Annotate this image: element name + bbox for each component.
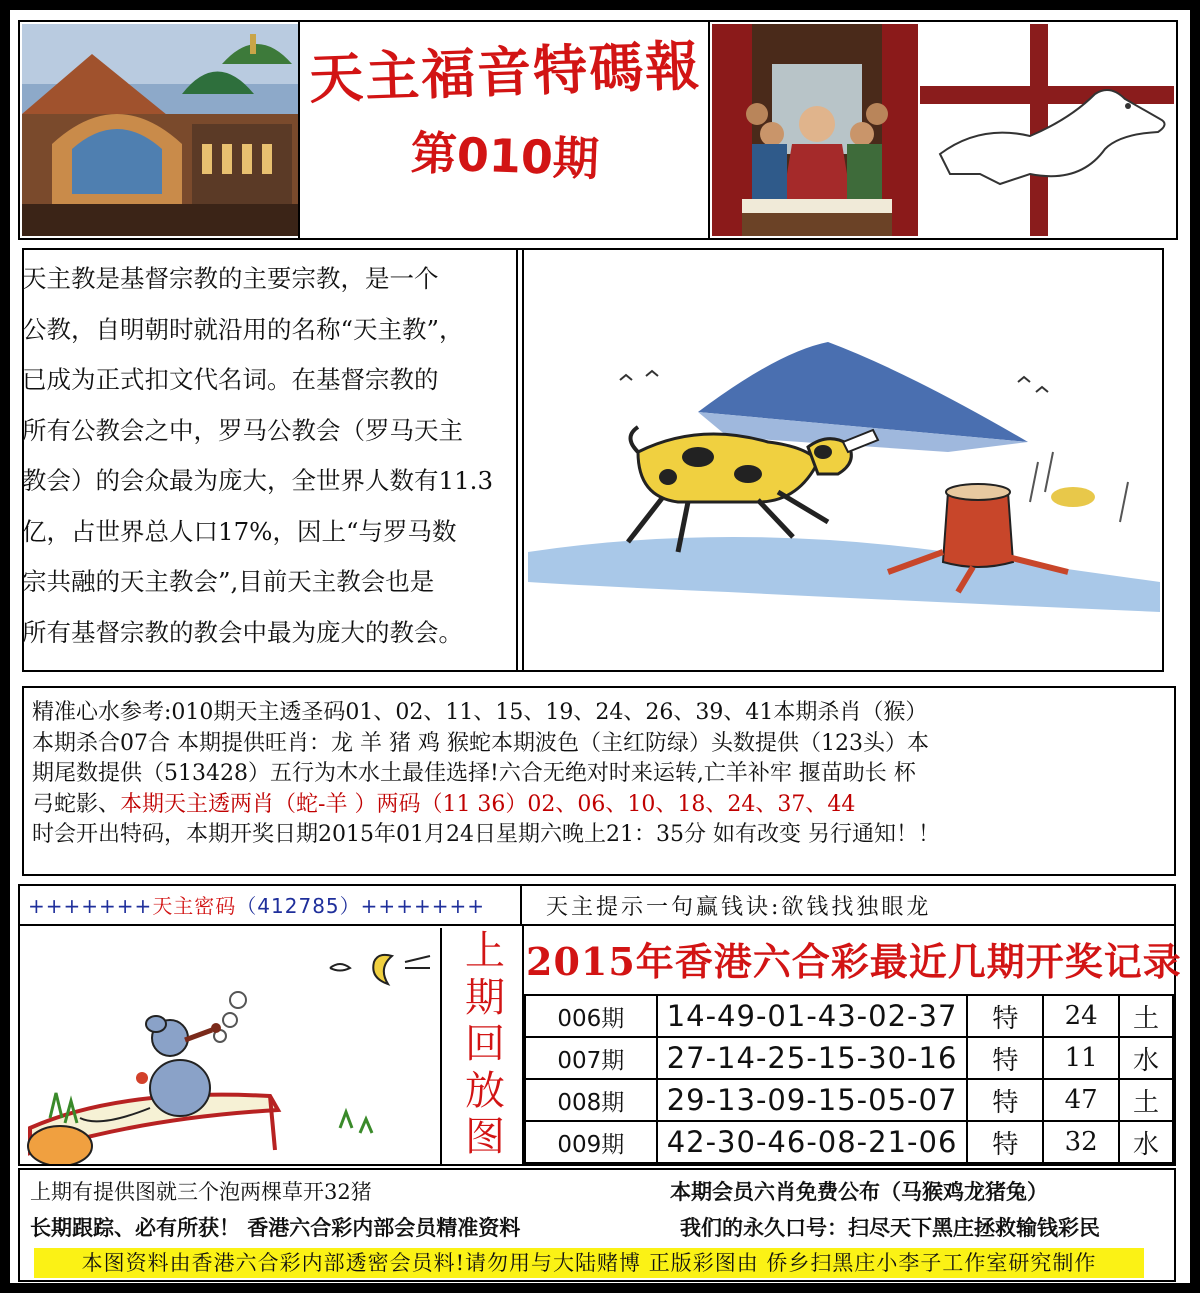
secret-code-bar [20,886,522,926]
special-number-cell: 47 [1043,1079,1119,1121]
intro-line: 教会）的会众最为庞大，全世界人数有11.3 [22,466,494,495]
newspaper-title: 天主福音特碼報 [308,34,703,111]
footer-banner: 本图资料由香港六合彩内部透密会员料!请勿用与大陆赌博 正版彩图由 侨乡扫黑庄小李子工作室研究制作 [34,1248,1144,1278]
reference-line: 时会开出特码，本期开奖日期2015年01月24日星期六晚上21：35分 如有改变 另行通知！！ [32,822,940,847]
table-row [525,995,1173,1037]
special-label-cell: 特 [967,1121,1043,1163]
numbers-cell: 14-49-01-43-02-37 [657,995,968,1037]
period-cell: 007期 [525,1037,657,1079]
footer-slogan: 我们的永久口号：扫尽天下黑庄拯救输钱彩民 [680,1215,1100,1240]
mouse-pipe-scene [20,928,440,1164]
reference-line: 精准心水参考:010期天主透圣码01、02、11、15、19、24、26、39、41本期杀肖（猴） [32,700,928,725]
element-cell: 水 [1119,1037,1173,1079]
numbers-cell: 29-13-09-15-05-07 [657,1079,968,1121]
code-label: 天主密码 [152,894,237,918]
table-row [525,1079,1173,1121]
reference-line [32,790,1174,821]
intro-line: 所有基督宗教的教会中最为庞大的教会。 [22,617,463,647]
intro-line: 已成为正式扣文代名词。在基督宗教的 [22,365,439,394]
last-review-char: 回 [465,1021,505,1067]
intro-text [16,250,508,670]
reference-text [24,692,1174,877]
last-review-char: 放 [465,1067,505,1114]
table-row [525,1121,1173,1163]
intro-line: 宗共融的天主教会”,目前天主教会也是 [22,567,435,596]
special-number-cell: 24 [1043,995,1119,1037]
element-cell: 土 [1119,1079,1173,1121]
reference-text-red: 本期天主透两肖（蛇-羊 ）两码（11 36）02、06、10、18、24、37、44 [120,791,856,817]
code-plus-right: +++++++ [360,894,485,918]
mouse-illustration [20,928,442,1164]
cathedral-photo [22,24,298,236]
tip-text: 天主提示一句赢钱诀:欲钱找独眼龙 [522,886,1174,926]
results-title: 2015年香港六合彩最近几期开奖记录 [526,939,1182,984]
footer-tracking: 长期跟踪、必有所获！ 香港六合彩内部会员精准资料 [30,1215,521,1240]
header-divider-right [708,20,710,240]
table-row [525,1037,1173,1079]
intro-line: 天主教是基督宗教的主要宗教，是一个 [22,264,439,293]
special-label-cell: 特 [967,995,1043,1037]
footer-member-zodiac: 本期会员六肖免费公布（马猴鸡龙猪兔） [670,1179,1048,1204]
painting-illustration [712,24,918,236]
last-review-char: 图 [465,1114,505,1160]
intro-line: 亿，占世界总人口17%，因上“与罗马数 [22,516,457,546]
period-cell: 009期 [525,1121,657,1163]
dog-illustration [528,252,1160,668]
special-number-cell: 11 [1043,1037,1119,1079]
element-cell: 水 [1119,1121,1173,1163]
numbers-cell: 27-14-25-15-30-16 [657,1037,968,1079]
reference-text-black: 弓蛇影、 [32,791,121,817]
reference-line: 期尾数提供（513428）五行为木水土最佳选择!六合无绝对时来运转,亡羊补牢 揠苗助长 杯 [32,761,916,786]
dog-mountain-scene [528,252,1160,668]
issue-number: 第010期 [409,125,600,187]
last-review-char: 期 [465,974,505,1021]
cross-icon [920,24,1174,236]
last-review-label [448,928,522,1162]
last-review-char: 上 [465,928,505,974]
intro-line: 所有公教会之中，罗马公教会（罗马天主 [22,415,463,445]
element-cell: 土 [1119,995,1173,1037]
numbers-cell: 42-30-46-08-21-06 [657,1121,968,1163]
footer-previous-hint: 上期有提供图就三个泡两棵草开32猪 [30,1180,372,1204]
special-label-cell: 特 [967,1079,1043,1121]
period-cell: 008期 [525,1079,657,1121]
reference-line: 本期杀合07合 本期提供旺肖：龙 羊 猪 鸡 猴蛇本期波色（主红防绿）头数提供（123头）本 [32,730,929,756]
last-supper-painting [712,24,918,236]
cathedral-illustration [22,24,298,236]
period-cell: 006期 [525,995,657,1037]
cross-dove-icon [920,24,1174,236]
intro-divider [516,248,524,672]
results-table [524,994,1174,1164]
code-plus-left: +++++++ [28,894,153,918]
special-label-cell: 特 [967,1037,1043,1079]
intro-line: 公教，自明朝时就沿用的名称“天主教”， [22,314,464,344]
code-value: （412785） [236,894,361,918]
special-number-cell: 32 [1043,1121,1119,1163]
